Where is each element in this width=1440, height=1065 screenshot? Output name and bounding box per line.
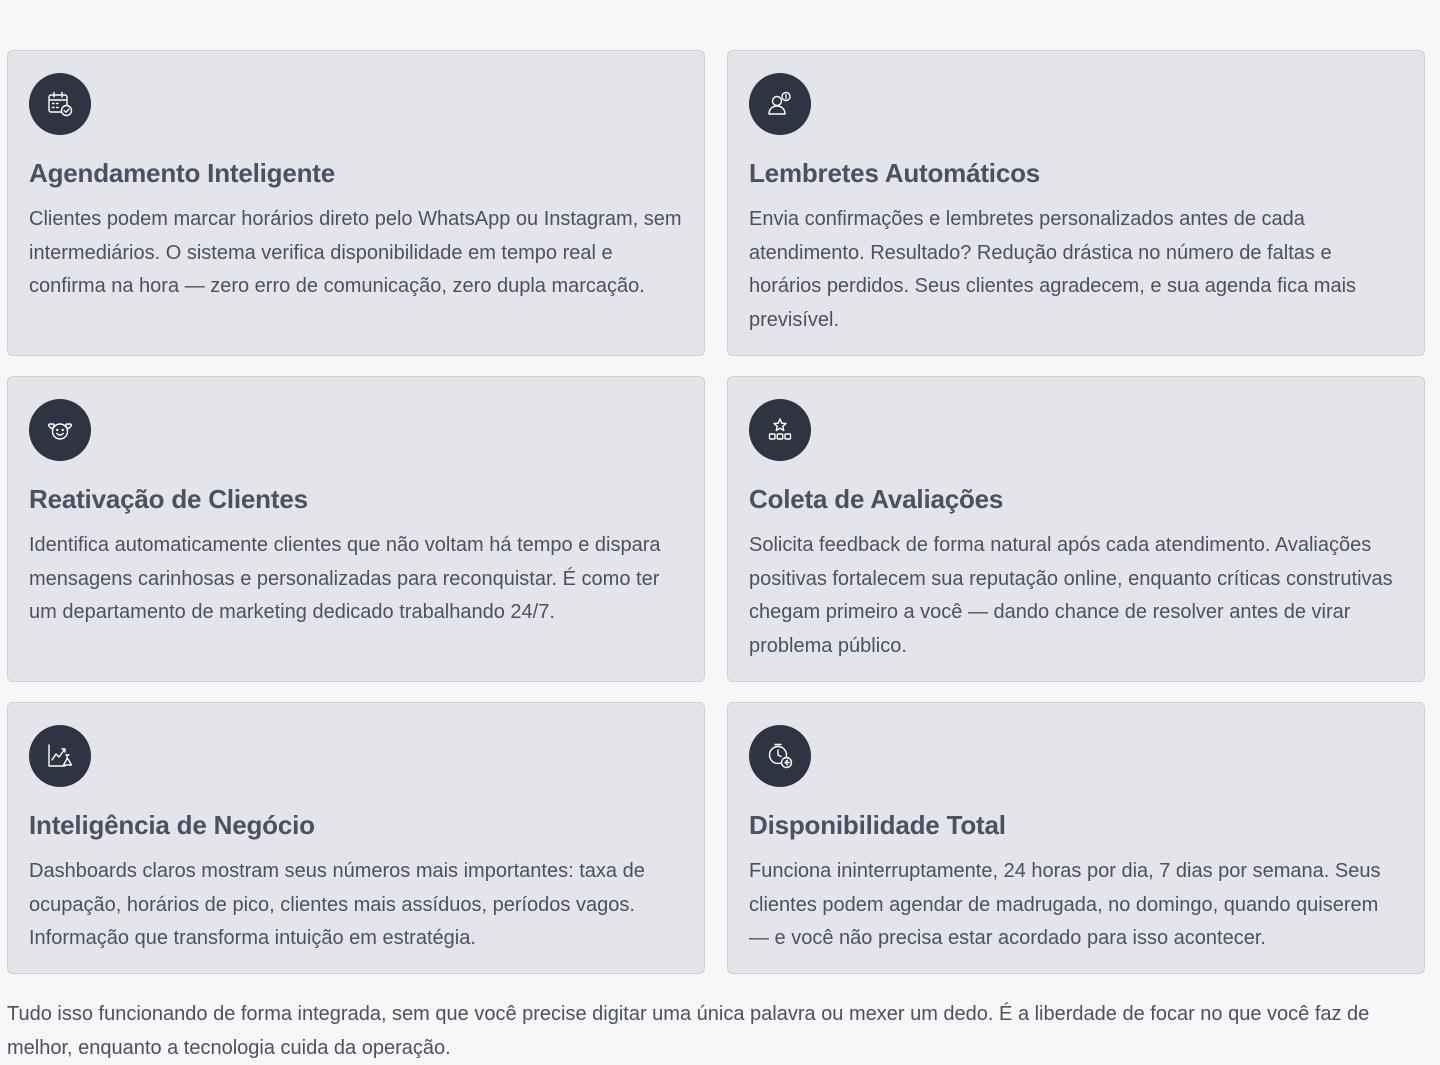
star-rating-icon: [749, 399, 811, 461]
calendar-check-icon: [29, 73, 91, 135]
feature-card-agendamento: [7, 50, 705, 356]
feature-card-reativacao: [7, 376, 705, 682]
feature-description: Clientes podem marcar horários direto pelo WhatsApp ou Instagram, sem intermediários. O sistema verifica disponibilidade em tempo real e confirma na hora — zero erro de comunicação, zero dupla marcação.: [29, 208, 682, 297]
feature-description: Dashboards claros mostram seus números mais importantes: taxa de ocupação, horários de pico, clientes mais assíduos, períodos vagos. Informação que transforma intuição em estratégia.: [29, 860, 645, 949]
feature-title: Inteligência de Negócio: [29, 810, 315, 840]
feature-description: Funciona ininterruptamente, 24 horas por dia, 7 dias por semana. Seus clientes podem agendar de madrugada, no domingo, quando quiserem — e você não precisa estar acordado para isso acontecer.: [749, 860, 1381, 949]
feature-description: Identifica automaticamente clientes que não voltam há tempo e dispara mensagens carinhosas e personalizadas para reconquistar. É como ter um departamento de marketing dedicado trabalhando 24/7.: [29, 534, 661, 623]
feature-card-disponibilidade: [727, 702, 1425, 974]
feature-title: Lembretes Automáticos: [749, 158, 1041, 188]
chart-analytics-icon: [29, 725, 91, 787]
feature-title: Coleta de Avaliações: [749, 484, 1004, 514]
clock-availability-icon: [749, 725, 811, 787]
user-notification-icon: [749, 73, 811, 135]
feature-title: Disponibilidade Total: [749, 810, 1006, 840]
feature-card-lembretes: [727, 50, 1425, 356]
feature-card-inteligencia: [7, 702, 705, 974]
features-grid: [7, 50, 1425, 974]
feature-card-avaliacoes: [727, 376, 1425, 682]
feature-description: Solicita feedback de forma natural após cada atendimento. Avaliações positivas fortalecem sua reputação online, enquanto críticas construtivas chegam primeiro a você — dando chance de resolver antes de virar problema público.: [749, 534, 1393, 657]
smiley-hearts-icon: [29, 399, 91, 461]
feature-title: Agendamento Inteligente: [29, 158, 335, 188]
feature-description: Envia confirmações e lembretes personalizados antes de cada atendimento. Resultado? Redução drástica no número de faltas e horários perdidos. Seus clientes agradecem, e sua agenda fica mais previsível.: [749, 208, 1357, 331]
feature-title: Reativação de Clientes: [29, 484, 308, 514]
summary-paragraph: Tudo isso funcionando de forma integrada, sem que você precise digitar uma única palavra ou mexer um dedo. É a liberdade de focar no que você faz de melhor, enquanto a tecnologia cuida da operação.: [7, 1003, 1370, 1059]
